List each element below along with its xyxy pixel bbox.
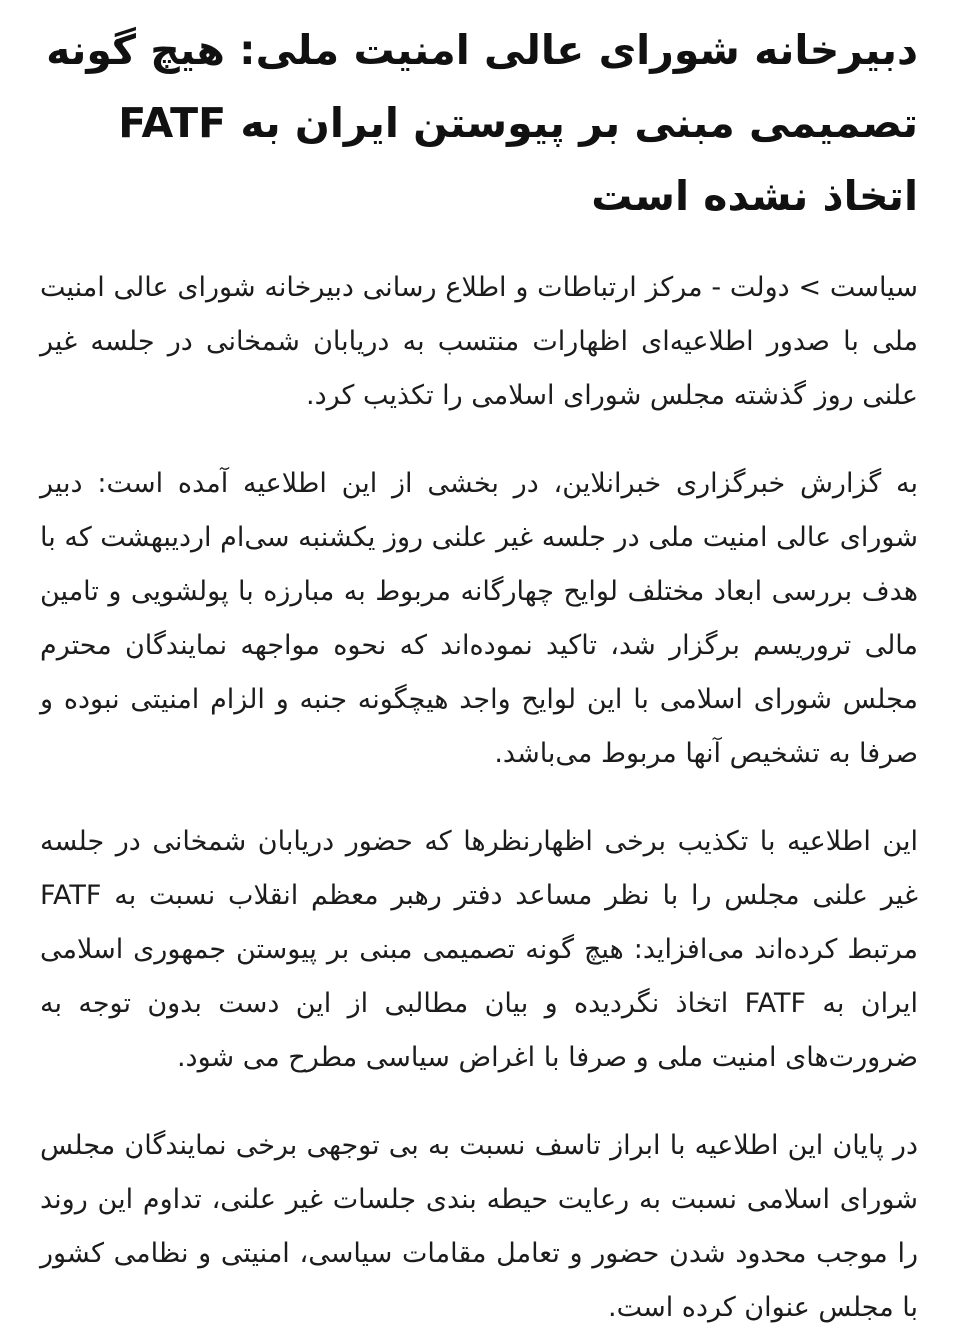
article-headline: دبیرخانه شورای عالی امنیت ملی: هیچ گونه تصمیمی مبنی بر پیوستن ایران به FATF اتخاذ نشده است bbox=[46, 26, 918, 220]
article-paragraph-closing: در پایان این اطلاعیه با ابراز تاسف نسبت به بی توجهی برخی نمایندگان مجلس شورای اسلامی نسبت به رعایت حیطه بندی جلسات غیر علنی، تداوم این روند را موجب محدود شدن حضور و تعامل مقامات سیاسی، امنیتی و نظامی کشور با مجلس عنوان کرده است. bbox=[40, 1130, 918, 1323]
article-paragraph-lead: سیاست > دولت - مرکز ارتباطات و اطلاع رسانی دبیرخانه شورای عالی امنیت ملی با صدور اطلاعیه‌ای اظهارات منتسب به دریابان شمخانی در جلسه غیر علنی روز گذشته مجلس شورای اسلامی را تکذیب کرد. bbox=[40, 272, 918, 411]
article-paragraph: این اطلاعیه با تکذیب برخی اظهارنظرها که حضور دریابان شمخانی در جلسه غیر علنی مجلس را با نظر مساعد دفتر رهبر معظم انقلاب نسبت به FATF مرتبط کرده‌اند می‌افزاید: هیچ گونه تصمیمی مبنی بر پیوستن جمهوری اسلامی ایران به FATF اتخاذ نگردیده و بیان مطالبی از این دست بدون توجه به ضرورت‌های امنیت ملی و صرفا با اغراض سیاسی مطرح می شود. bbox=[40, 826, 918, 1073]
article-paragraph: به گزارش خبرگزاری خبرانلاین، در بخشی از این اطلاعیه آمده است: دبیر شورای عالی امنیت ملی در جلسه غیر علنی روز یکشنبه سی‌ام اردیبهشت که با هدف بررسی ابعاد مختلف لوایح چهارگانه مربوط به مبارزه با پولشویی و تامین مالی تروریسم برگزار شد، تاکید نموده‌اند که نحوه مواجهه نمایندگان محترم مجلس شورای اسلامی با این لوایح واجد هیچگونه جنبه و الزام امنیتی نبوده و صرفا به تشخیص آنها مربوط می‌باشد. bbox=[40, 468, 918, 769]
